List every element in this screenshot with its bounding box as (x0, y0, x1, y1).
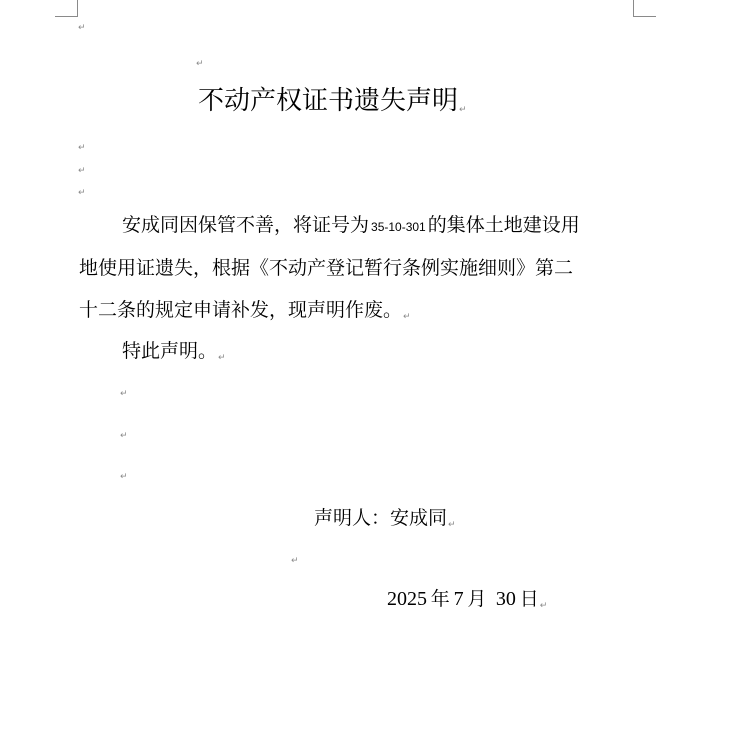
date-day: 30 (495, 588, 516, 610)
body-paragraph-line-3[interactable] (79, 297, 411, 330)
closing-statement[interactable] (122, 338, 226, 371)
paragraph-mark-icon: ↵ (448, 520, 456, 530)
paragraph-mark-icon: ↵ (539, 601, 548, 611)
body-text: 地使用证遗失，根据《不动产登记暂行条例实施细则》第二 (79, 257, 574, 279)
paragraph-mark-icon: ↵ (218, 353, 226, 363)
document-title[interactable] (198, 84, 467, 127)
declarant-line[interactable] (314, 505, 456, 538)
date-month-unit: 月 (467, 588, 487, 610)
title-text: 不动产权证书遗失声明 (198, 86, 459, 116)
paragraph-mark-icon: ↵ (291, 556, 299, 566)
date-day-unit: 日 (519, 588, 539, 610)
body-text: 安成同因保管不善，将证号为 (122, 214, 370, 236)
paragraph-mark-icon: ↵ (120, 472, 128, 482)
date-year: 2025 (387, 588, 427, 610)
declarant-name: 安成同 (390, 507, 448, 529)
body-text: 的集体土地建设用 (427, 214, 580, 236)
paragraph-mark-icon: ↵ (78, 23, 86, 33)
date-year-unit: 年 (430, 588, 450, 610)
paragraph-mark-icon: ↵ (459, 105, 467, 115)
body-text: 十二条的规定申请补发，现声明作废。 (79, 299, 403, 321)
paragraph-mark-icon: ↵ (403, 312, 411, 322)
paragraph-mark-icon: ↵ (120, 431, 128, 441)
body-paragraph-line-1[interactable] (122, 212, 580, 240)
page-corner-mark-top-right (633, 0, 656, 17)
paragraph-mark-icon: ↵ (120, 389, 128, 399)
paragraph-mark-icon: ↵ (78, 166, 86, 176)
closing-text: 特此声明。 (122, 340, 218, 362)
declarant-label: 声明人： (314, 507, 391, 529)
paragraph-mark-icon: ↵ (196, 59, 204, 69)
certificate-number: 35-10-301 (371, 220, 426, 234)
paragraph-mark-icon: ↵ (78, 143, 86, 153)
date-month: 7 (453, 588, 464, 610)
page-corner-mark-top-left (55, 0, 78, 17)
body-paragraph-line-2[interactable] (79, 255, 573, 281)
paragraph-mark-icon: ↵ (78, 188, 86, 198)
date-line[interactable] (387, 586, 547, 619)
